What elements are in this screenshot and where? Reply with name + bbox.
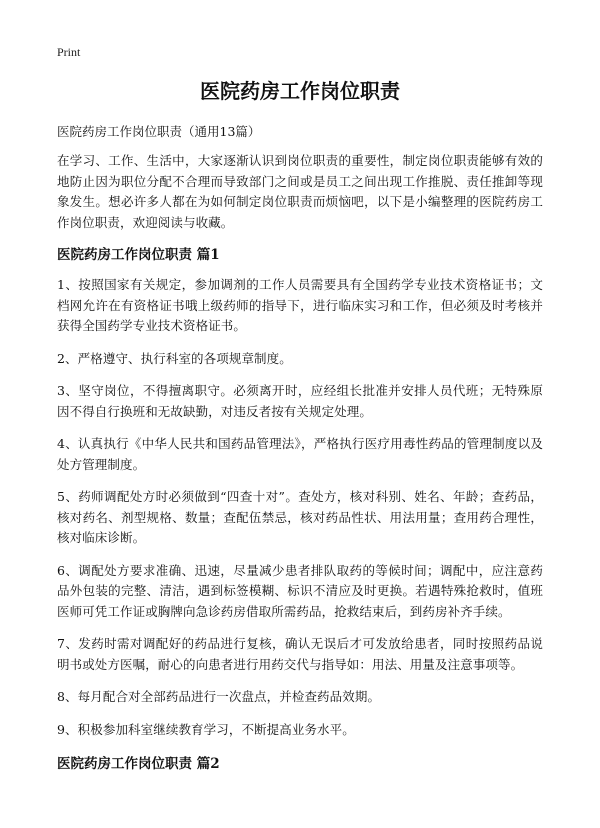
page-title: 医院药房工作岗位职责 [200,79,400,103]
list-item: 9、积极参加科室继续教育学习，不断提高业务水平。 [57,721,355,737]
list-item: 8、每月配合对全部药品进行一次盘点，并检查药品效期。 [57,689,381,704]
section-heading-2: 医院药房工作岗位职责 篇2 [57,756,220,772]
list-item: 6、调配处方要求准确、迅速，尽量减少患者排队取药的等候时间；调配中，应注意药品外包装的完整、清洁，遇到标签模糊、标识不清应及时更换。若遇特殊抢救时，值班医师可凭工作证或胸牌向急诊药房借取所需药品，抢救结束后，到药房补齐手续。 [57,562,543,619]
list-item: 2、严格遵守、执行科室的各项规章制度。 [57,350,292,366]
list-item: 5、药师调配处方时必须做到“四查十对”。查处方，核对科别、姓名、年龄；查药品，核对药名、剂型规格、数量；查配伍禁忌，核对药品性状、用法用量；查用药合理性，核对临床诊断。 [57,489,543,545]
list-item: 1、按照国家有关规定，参加调剂的工作人员需要具有全国药学专业技术资格证书；文档网允许在有资格证书哦上级药师的指导下，进行临床实习和工作，但必须及时考核并获得全国药学专业技术资格证书。 [57,277,543,333]
list-item: 7、发药时需对调配好的药品进行复核，确认无误后才可发放给患者，同时按照药品说明书或处方医嘱，耐心的向患者进行用药交代与指导如：用法、用量及注意事项等。 [57,636,543,672]
print-link[interactable]: Print [57,45,81,59]
section-heading-1: 医院药房工作岗位职责 篇1 [57,247,220,263]
list-item: 4、认真执行《中华人民共和国药品管理法》，严格执行医疗用毒性药品的管理制度以及处方管理制度。 [57,436,543,472]
intro-paragraph: 在学习、工作、生活中，大家逐渐认识到岗位职责的重要性，制定岗位职责能够有效的地防止因为职位分配不合理而导致部门之间或是员工之间出现工作推脱、责任推卸等现象发生。想必许多人都在为如何制定岗位职责而烦恼吧，以下是小编整理的医院药房工作岗位职责，欢迎阅读与收藏。 [57,153,543,230]
document-subtitle: 医院药房工作岗位职责（通用13篇） [57,124,261,139]
list-item: 3、坚守岗位，不得擅离职守。必须离开时，应经组长批准并安排人员代班；无特殊原因不得自行换班和无故缺勤，对违反者按有关规定处理。 [57,383,543,419]
